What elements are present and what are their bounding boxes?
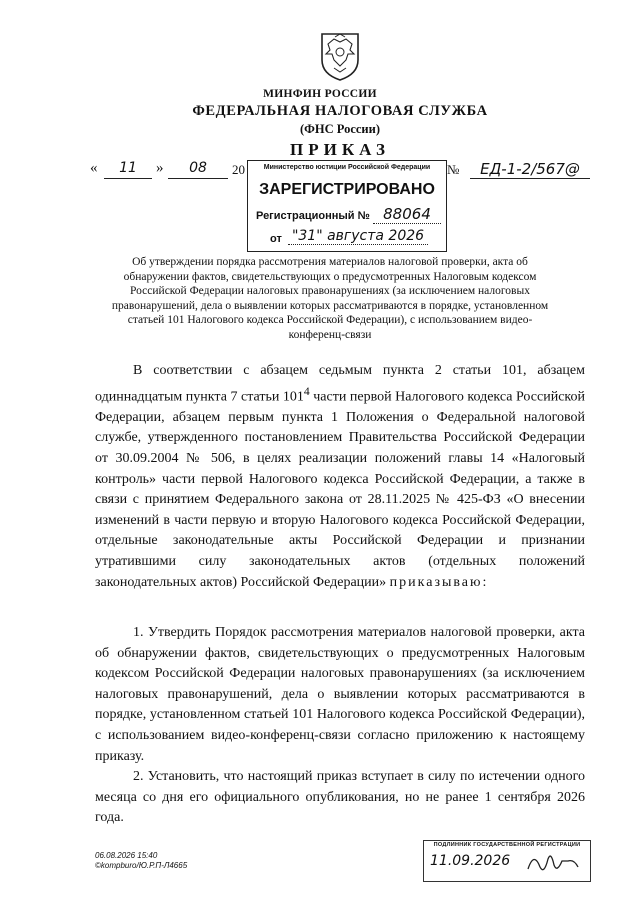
date-quote-open: «: [90, 160, 98, 176]
stamp-title: ЗАРЕГИСТРИРОВАНО: [259, 181, 435, 198]
document-title: ПРИКАЗ: [290, 140, 390, 159]
agency-abbreviation: (ФНС России): [299, 122, 380, 136]
registration-stamp: [247, 160, 447, 252]
ministry-name: МИНФИН РОССИИ: [263, 88, 377, 100]
signature-scribble: [524, 847, 584, 877]
footer-stamp-date: 11.09.2026: [430, 853, 511, 869]
preamble-end: :: [482, 574, 487, 590]
agency-name: ФЕДЕРАЛЬНАЯ НАЛОГОВАЯ СЛУЖБА: [192, 103, 488, 119]
footer-registration-stamp: [423, 840, 591, 882]
registration-number: 88064: [373, 205, 441, 224]
stamp-header: Министерство юстиции Российской Федерации: [263, 164, 431, 171]
registration-date: "31" августа 2026: [288, 228, 428, 245]
coat-of-arms-emblem: [318, 30, 362, 82]
footer-author-code: ©kompburo/Ю.Р.П-Л4665: [95, 861, 188, 870]
preamble-text-part-2: части первой Налогового кодекса Российской Федерации, абзацем первым пункта 1 Положения о Федеральной налоговой службе, утвержденного постановлением Правительства Российской Федерации от 30.09.2004 № 506, в целях реализации положений главы 14 «Налоговый контроль» части первой Налогового кодекса Российской Федерации, а также в связи с принятием Федерального закона от 28.11.2025 № 425-ФЗ «О внесении изменений в части первую и вторую Налогового кодекса Российской Федерации, отдельные законодательные акты Российской Федерации и признании утратившими силу законодательных актов (отдельных положений законодательных актов) Российской Федерации»: [95, 389, 585, 590]
registration-number-label: Регистрационный №: [256, 210, 370, 222]
order-year-prefix: 20: [232, 162, 245, 177]
date-quote-close: »: [156, 160, 164, 176]
article-superscript: 4: [303, 384, 310, 398]
order-day: 11: [104, 160, 152, 179]
order-number-sign: №: [447, 162, 460, 177]
order-month: 08: [168, 160, 228, 179]
order-subject: Об утверждении порядка рассмотрения материалов налоговой проверки, акта об обнаружении фактов, свидетельствующих о предусмотренных Налоговым кодексом Российской Федерации налоговых правонарушениях (за исключением налоговых правонарушений, дела о выявлении которых рассматриваются в порядке, установленном статьей 101 Налогового кодекса Российской Федерации), с использованием видео-конференц-связи: [111, 256, 549, 341]
order-number: ЕД-1-2/567@: [470, 160, 590, 179]
order-item-2: 2. Установить, что настоящий приказ вступает в силу по истечении одного месяца со дня его официального опубликования, но не ранее 1 сентября 2026 года.: [95, 769, 585, 826]
registration-date-label: от: [270, 233, 282, 245]
order-item-1: 1. Утвердить Порядок рассмотрения материалов налоговой проверки, акта об обнаружении фактов, свидетельствующих о предусмотренных Налоговым кодексом Российской Федерации налоговых правонарушениях (за исключением налоговых правонарушений, дела о выявлении которых рассматриваются в порядке, установленном статьей 101 Налогового кодекса Российской Федерации), с использованием видео-конференц-связи согласно приложению к настоящему приказу.: [95, 625, 585, 764]
footer-note: [95, 851, 187, 871]
preamble-paragraph: [95, 361, 585, 593]
order-word: приказываю: [389, 574, 483, 590]
preamble-text-part-1: В соответствии с абзацем седьмым пункта 2 статьи 101, абзацем одиннадцатым пункта 7 статьи 101: [95, 363, 585, 405]
footer-stamp-text: ПОДЛИННИК ГОСУДАРСТВЕННОЙ РЕГИСТРАЦИИ: [433, 842, 581, 848]
footer-timestamp: 06.08.2026 15:40: [95, 851, 158, 860]
